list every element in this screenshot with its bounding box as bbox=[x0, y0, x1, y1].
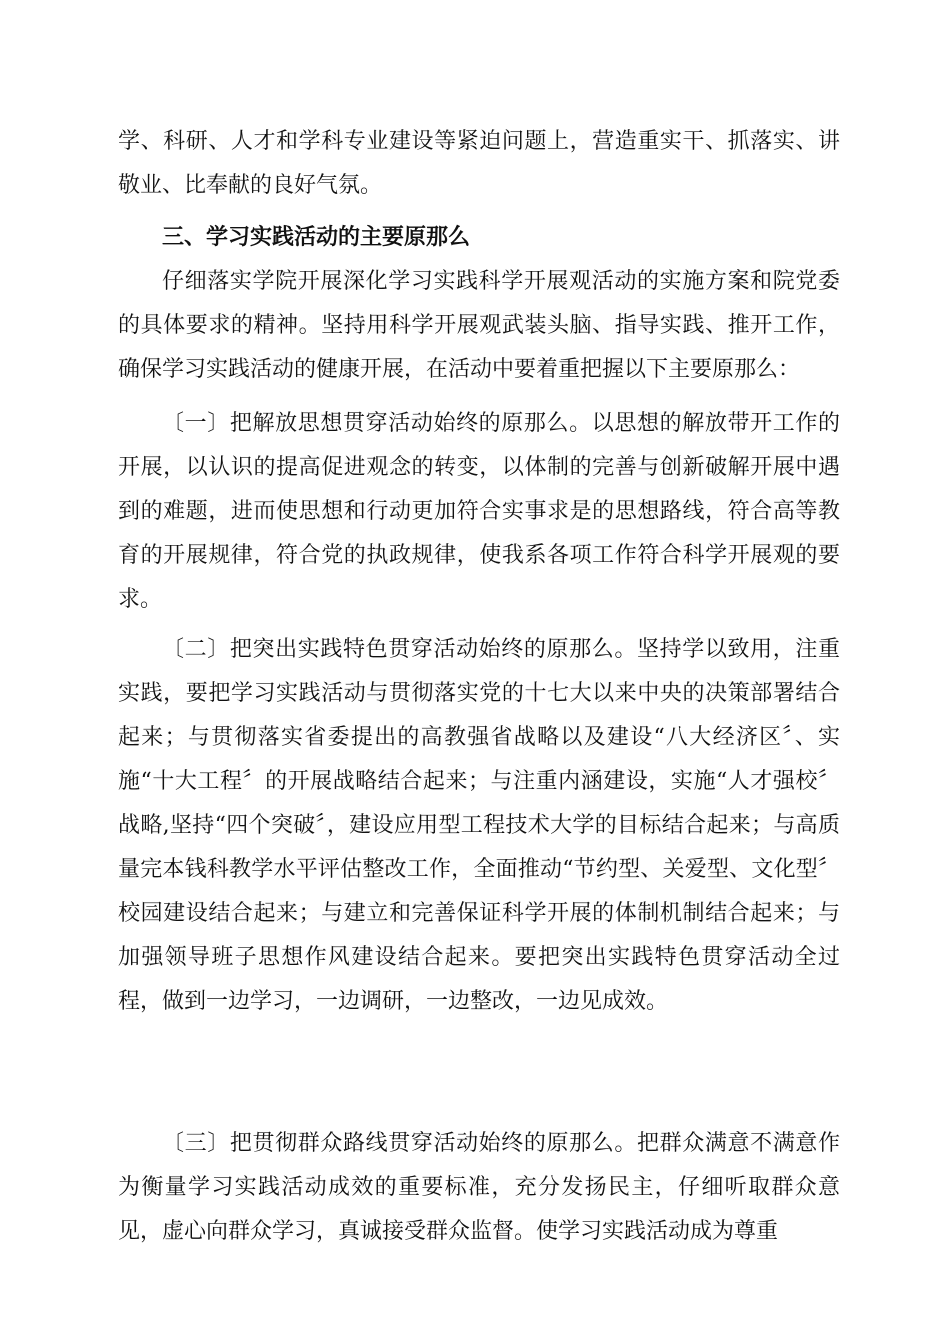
intro-paragraph: 仔细落实学院开展深化学习实践科学开展观活动的实施方案和院党委的具体要求的精神。坚持用科学开展观武装头脑、指导实践、推开工作，确保学习实践活动的健康开展，在活动中要着重把握以下主要原那么： bbox=[118, 269, 840, 382]
principle-three-paragraph: 〔三〕把贯彻群众路线贯穿活动始终的原那么。把群众满意不满意作为衡量学习实践活动成效的重要标准，充分发扬民主，仔细听取群众意见，虚心向群众学习，真诚接受群众监督。使学习实践活动成为尊重 bbox=[118, 1131, 840, 1244]
section-heading: 三、学习实践活动的主要原那么 bbox=[162, 225, 471, 250]
principle-one-paragraph: 〔一〕把解放思想贯穿活动始终的原那么。以思想的解放带开工作的开展，以认识的提高促进观念的转变，以体制的完善与创新破解开展中遇到的难题，进而使思想和行动更加符合实事求是的思想路线，符合高等教育的开展规律，符合党的执政规律，使我系各项工作符合科学开展观的要求。 bbox=[118, 411, 840, 612]
continuation-paragraph: 学、科研、人才和学科专业建设等紧迫问题上，营造重实干、抓落实、讲敬业、比奉献的良好气氛。 bbox=[118, 129, 840, 198]
principle-two-paragraph: 〔二〕把突出实践特色贯穿活动始终的原那么。坚持学以致用，注重实践，要把学习实践活动与贯彻落实党的十七大以来中央的决策部署结合起来；与贯彻落实省委提出的高教强省战略以及建设“八大经济区〞、实施“十大工程〞的开展战略结合起来；与注重内涵建设，实施“人才强校〞 战略,坚持“四个突破〞，建设应用型工程技术大学的目标结合起来；与高质量完本钱科教学水平评估整改工作，全面推动“节约型、关爱型、文化型〞校园建设结合起来；与建立和完善保证科学开展的体制机制结合起来；与加强领导班子思想作风建设结合起来。要把突出实践特色贯穿活动全过程，做到一边学习，一边调研，一边整改，一边见成效。 bbox=[118, 637, 840, 1014]
